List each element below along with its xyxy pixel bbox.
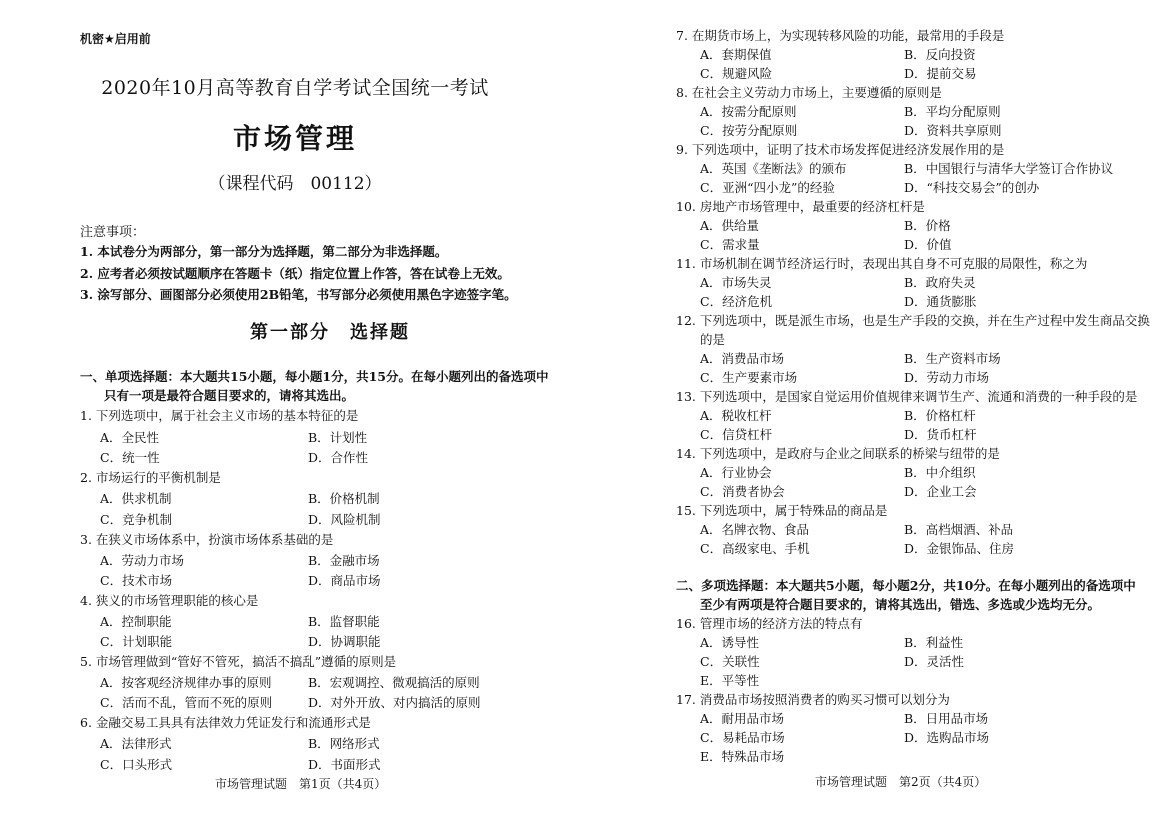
- option-c: C．口头形式: [100, 757, 173, 772]
- option-d: D．资料共享原则: [904, 123, 1002, 138]
- option-b: B．平均分配原则: [904, 104, 1001, 119]
- question-stem: 11. 市场机制在调节经济运行时，表现出其自身不可克服的局限性，称之为: [676, 256, 1088, 271]
- question-stem: 16. 管理市场的经济方法的特点有: [676, 616, 863, 631]
- part-one-title: 第一部分 选择题: [250, 322, 410, 343]
- option-b: B．网络形式: [308, 736, 380, 751]
- section-heading: 二、多项选择题：本大题共5小题，每小题2分，共10分。在每小题列出的备选项中: [676, 578, 1136, 593]
- option-e: E．特殊品市场: [700, 749, 785, 764]
- option-a: A．法律形式: [100, 736, 172, 751]
- question-stem: 8. 在社会主义劳动力市场上，主要遵循的原则是: [676, 85, 942, 100]
- option-d: D．灵活性: [904, 654, 965, 669]
- option-b: B．宏观调控、微观搞活的原则: [308, 675, 480, 690]
- option-a: A．全民性: [100, 430, 160, 445]
- option-c: C．活而不乱，管而不死的原则: [100, 695, 273, 710]
- option-b: B．反向投资: [904, 47, 976, 62]
- question-stem: 12. 下列选项中，既是派生市场，也是生产手段的交换，并在生产过程中发生商品交换: [676, 313, 1150, 328]
- question-stem: 6. 金融交易工具具有法律效力凭证发行和流通形式是: [80, 715, 371, 730]
- option-b: B．高档烟酒、补品: [904, 522, 1014, 537]
- option-d: D．企业工会: [904, 484, 977, 499]
- option-a: A．行业协会: [700, 465, 772, 480]
- question-stem: 9. 下列选项中，证明了技术市场发挥促进经济发展作用的是: [676, 142, 1005, 157]
- question-stem: 5. 市场管理做到“管好不管死，搞活不搞乱”遵循的原则是: [80, 654, 397, 669]
- option-d: D．货币杠杆: [904, 427, 977, 442]
- option-d: D．商品市场: [308, 573, 381, 588]
- option-a: A．消费品市场: [700, 351, 785, 366]
- option-c: C．竞争机制: [100, 512, 173, 527]
- option-c: C．统一性: [100, 450, 160, 465]
- question-stem: 13. 下列选项中，是国家自觉运用价值规律来调节生产、流通和消费的一种手段的是: [676, 389, 1138, 404]
- option-b: B．政府失灵: [904, 275, 976, 290]
- note-item: 3. 涂写部分、画图部分必须使用2B铅笔，书写部分必须使用黑色字迹签字笔。: [80, 287, 517, 302]
- question-stem-cont: 的是: [700, 332, 726, 347]
- exam-title: 2020年10月高等教育自学考试全国统一考试: [101, 77, 489, 99]
- option-a: A．英国《垄断法》的颁布: [700, 161, 847, 176]
- option-b: B．价格: [904, 218, 951, 233]
- option-b: B．日用品市场: [904, 711, 989, 726]
- option-b: B．金融市场: [308, 553, 380, 568]
- option-b: B．中介组织: [904, 465, 976, 480]
- option-d: D．提前交易: [904, 66, 977, 81]
- option-d: D．“科技交易会”的创办: [904, 180, 1040, 195]
- option-a: A．控制职能: [100, 614, 172, 629]
- option-c: C．需求量: [700, 237, 760, 252]
- question-stem: 14. 下列选项中，是政府与企业之间联系的桥梁与纽带的是: [676, 446, 1000, 461]
- page-footer: 市场管理试题 第1页（共4页）: [215, 777, 387, 791]
- subject-title: 市场管理: [232, 122, 357, 155]
- course-code: （课程代码 00112）: [208, 174, 382, 194]
- option-a: A．按客观经济规律办事的原则: [100, 675, 272, 690]
- option-c: C．规避风险: [700, 66, 773, 81]
- question-stem: 1. 下列选项中，属于社会主义市场的基本特征的是: [80, 408, 359, 423]
- option-c: C．经济危机: [700, 294, 773, 309]
- option-a: A．名牌衣物、食品: [700, 522, 810, 537]
- option-c: C．技术市场: [100, 573, 173, 588]
- section-heading-cont: 只有一项是最符合题目要求的，请将其选出。: [104, 388, 355, 403]
- option-a: A．市场失灵: [700, 275, 772, 290]
- option-c: C．易耗品市场: [700, 730, 785, 745]
- option-b: B．生产资料市场: [904, 351, 1001, 366]
- question-stem: 4. 狭义的市场管理职能的核心是: [80, 593, 259, 608]
- option-a: A．耐用品市场: [700, 711, 785, 726]
- note-item: 2. 应考者必须按试题顺序在答题卡（纸）指定位置上作答，答在试卷上无效。: [80, 266, 510, 281]
- option-d: D．通货膨胀: [904, 294, 977, 309]
- option-b: B．计划性: [308, 430, 368, 445]
- option-a: A．税收杠杆: [700, 408, 772, 423]
- option-c: C．亚洲“四小龙”的经验: [700, 180, 835, 195]
- option-d: D．劳动力市场: [904, 370, 990, 385]
- option-c: C．高级家电、手机: [700, 541, 810, 556]
- option-c: C．计划职能: [100, 634, 173, 649]
- option-d: D．风险机制: [308, 512, 381, 527]
- section-heading: 一、单项选择题：本大题共15小题，每小题1分，共15分。在每小题列出的备选项中: [80, 369, 549, 384]
- option-a: A．按需分配原则: [700, 104, 797, 119]
- option-b: B．中国银行与清华大学签订合作协议: [904, 161, 1114, 176]
- option-c: C．生产要素市场: [700, 370, 798, 385]
- option-b: B．价格机制: [308, 491, 380, 506]
- option-a: A．套期保值: [700, 47, 772, 62]
- option-b: B．价格杠杆: [904, 408, 976, 423]
- option-d: D．价值: [904, 237, 952, 252]
- option-d: D．选购品市场: [904, 730, 990, 745]
- option-d: D．金银饰品、住房: [904, 541, 1015, 556]
- question-stem: 17. 消费品市场按照消费者的购买习惯可以划分为: [676, 692, 950, 707]
- section-heading-cont: 至少有两项是符合题目要求的，请将其选出，错选、多选或少选均无分。: [700, 597, 1101, 612]
- question-stem: 10. 房地产市场管理中，最重要的经济杠杆是: [676, 199, 925, 214]
- option-c: C．按劳分配原则: [700, 123, 798, 138]
- option-a: A．供给量: [700, 218, 760, 233]
- confidential-mark: 机密★启用前: [80, 32, 151, 46]
- note-item: 1. 本试卷分为两部分，第一部分为选择题，第二部分为非选择题。: [80, 244, 448, 259]
- question-stem: 3. 在狭义市场体系中，扮演市场体系基础的是: [80, 532, 334, 547]
- question-stem: 15. 下列选项中，属于特殊品的商品是: [676, 503, 888, 518]
- option-b: B．监督职能: [308, 614, 380, 629]
- option-d: D．合作性: [308, 450, 369, 465]
- option-d: D．对外开放、对内搞活的原则: [308, 695, 481, 710]
- option-a: A．诱导性: [700, 635, 760, 650]
- option-d: D．书面形式: [308, 757, 381, 772]
- option-c: C．消费者协会: [700, 484, 785, 499]
- option-b: B．利益性: [904, 635, 964, 650]
- option-c: C．关联性: [700, 654, 760, 669]
- question-stem: 7. 在期货市场上，为实现转移风险的功能，最常用的手段是: [676, 28, 1005, 43]
- question-stem: 2. 市场运行的平衡机制是: [80, 470, 221, 485]
- option-c: C．信贷杠杆: [700, 427, 773, 442]
- option-a: A．供求机制: [100, 491, 172, 506]
- option-d: D．协调职能: [308, 634, 381, 649]
- notes-title: 注意事项：: [80, 225, 146, 240]
- option-a: A．劳动力市场: [100, 553, 185, 568]
- option-e: E．平等性: [700, 673, 760, 688]
- page-footer: 市场管理试题 第2页（共4页）: [815, 775, 987, 789]
